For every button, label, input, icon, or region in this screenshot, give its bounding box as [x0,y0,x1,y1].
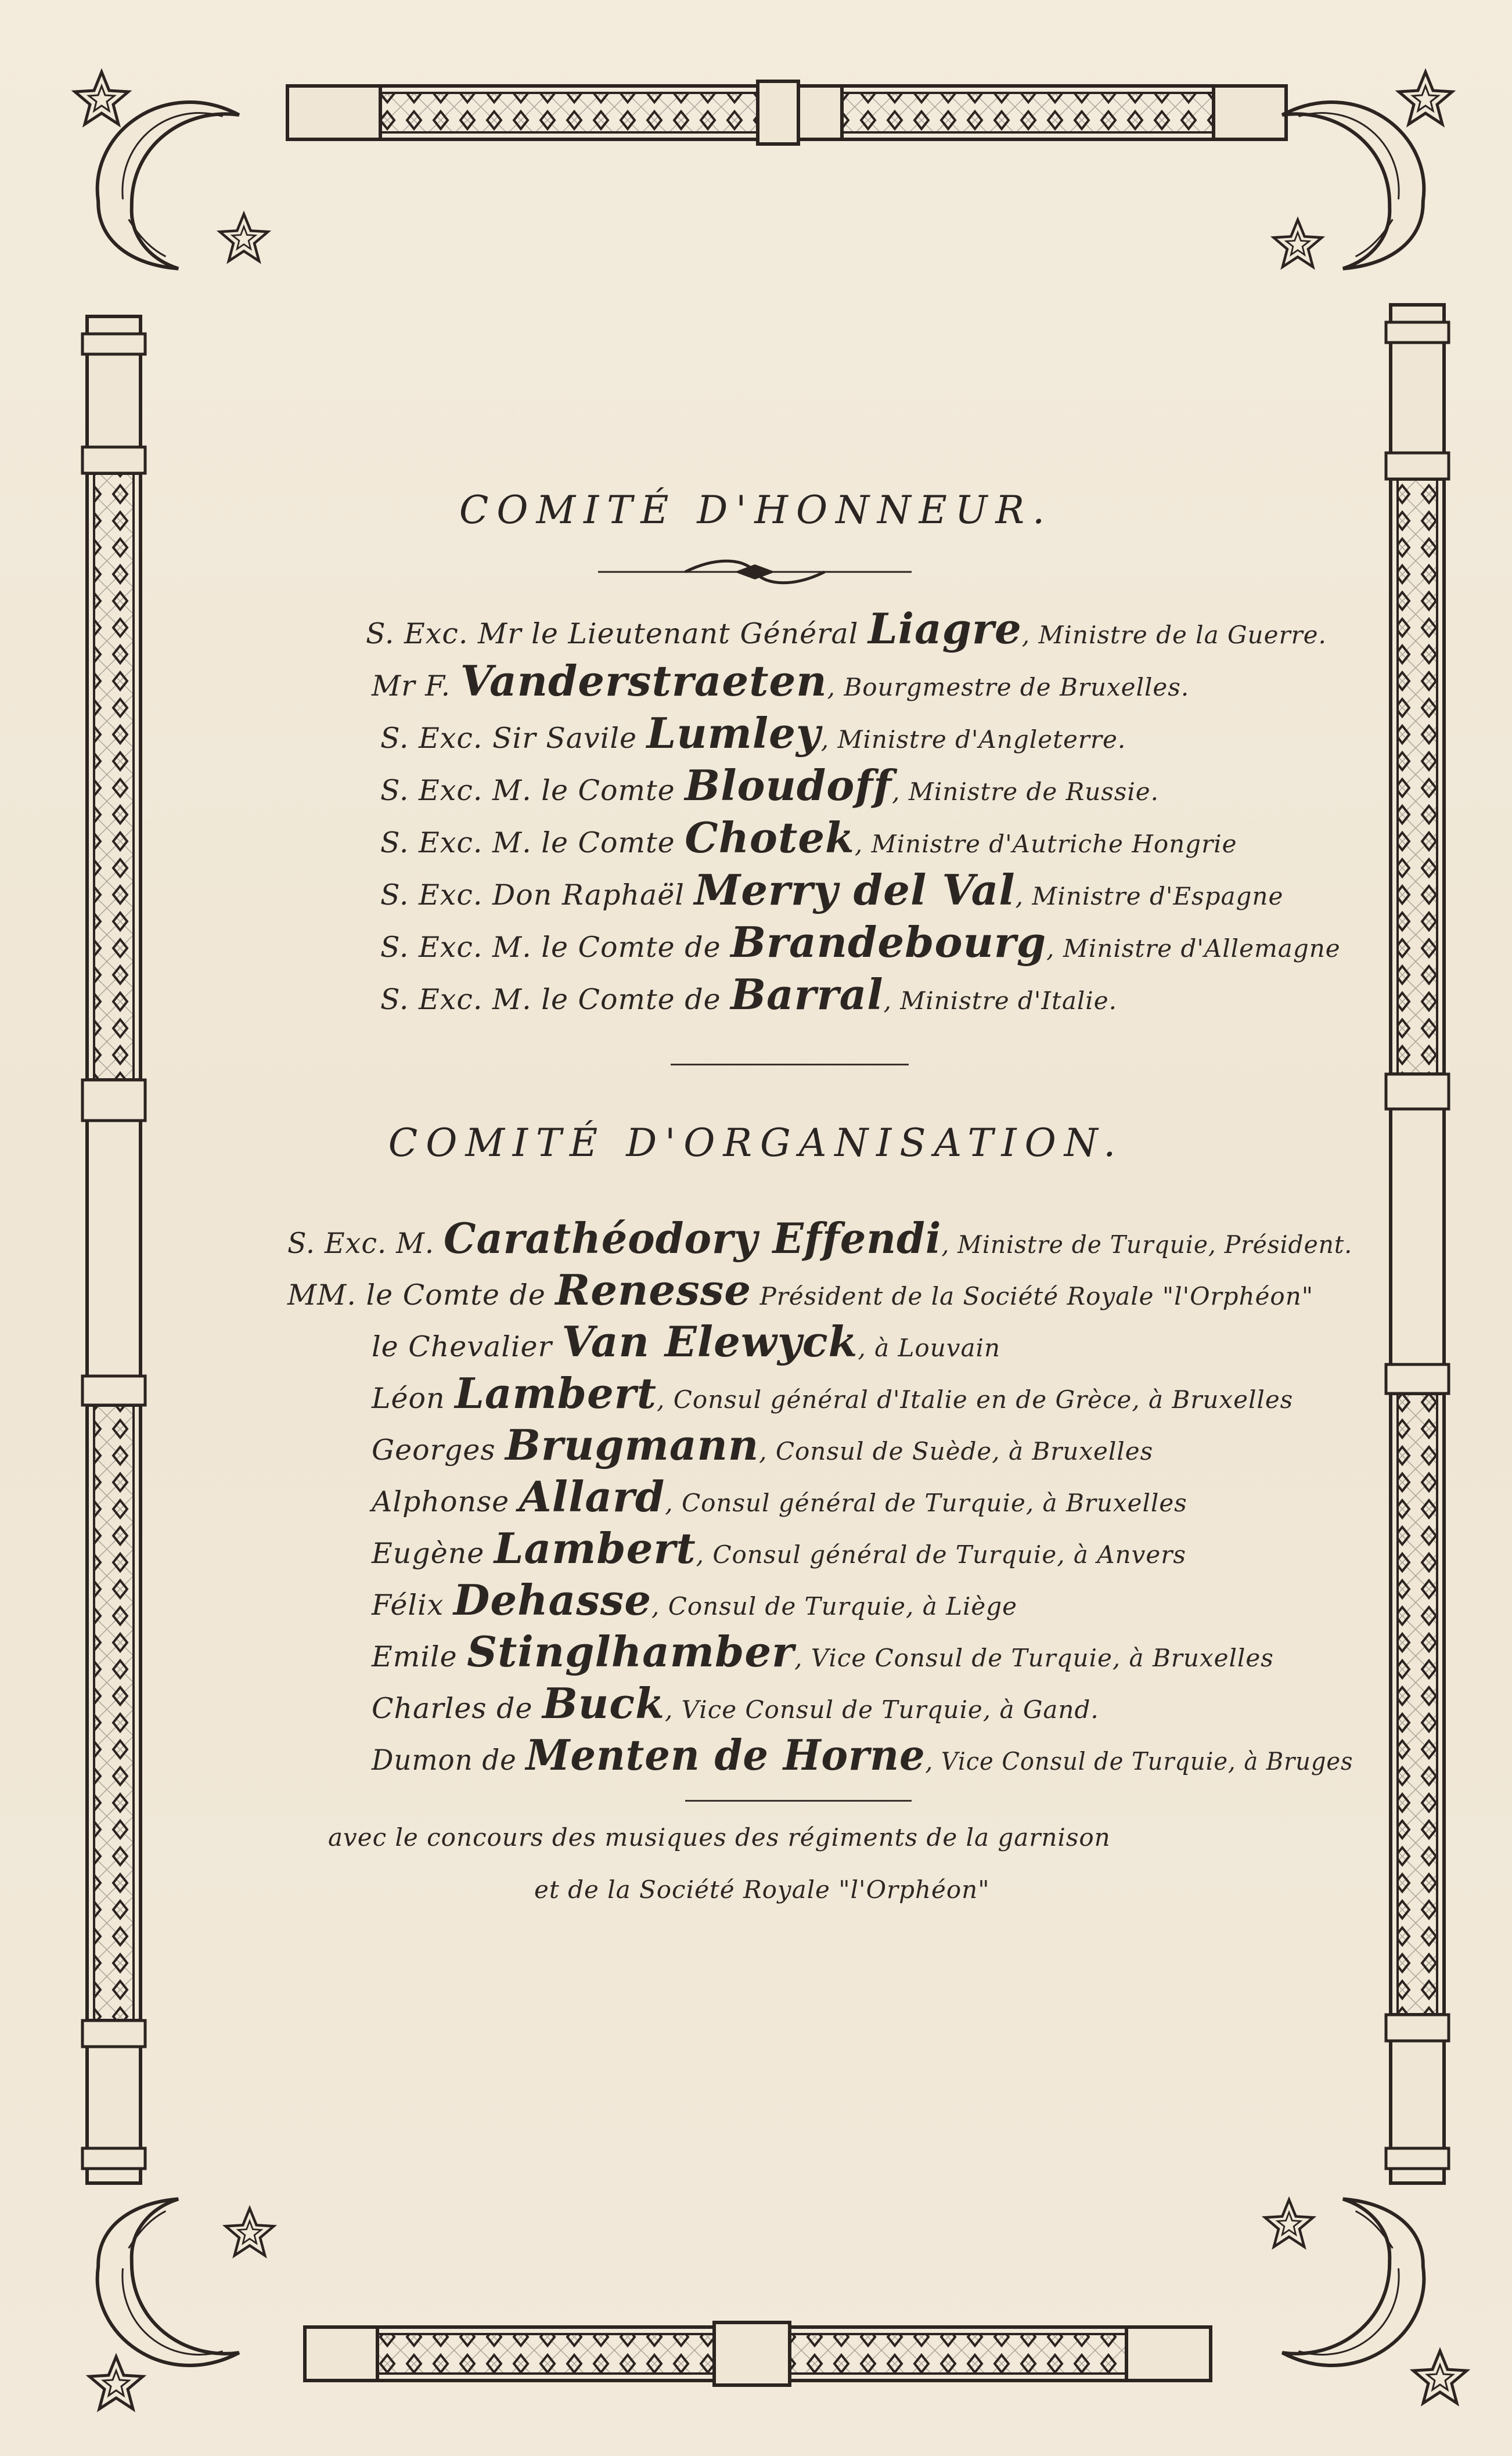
right-rod [1386,305,1449,2183]
title-flourish [598,561,912,583]
member-name: Bloudoff [685,761,892,810]
member-role: , Consul général de Turquie, à Anvers [696,1540,1186,1569]
member-role: , Bourgmestre de Bruxelles. [827,673,1190,701]
top-rod [287,81,1286,144]
member-name: Barral [730,970,884,1019]
honneur-member-row [366,604,1327,653]
member-role: , Vice Consul de Turquie, à Bruges [925,1747,1353,1776]
member-role: , Ministre de Russie. [892,777,1160,806]
member-name: Lambert [494,1524,696,1573]
member-role: , Ministre d'Espagne [1015,882,1284,910]
member-name: Buck [542,1679,665,1728]
organisation-member-row [372,1420,1153,1470]
member-prefix: S. Exc. M. le Comte [380,774,675,807]
member-name: Menten de Horne [525,1730,926,1780]
member-role: , Vice Consul de Turquie, à Bruxelles [794,1644,1274,1672]
member-name: Allard [519,1472,665,1521]
corner-top-left [63,63,279,285]
member-prefix: S. Exc. M. [287,1227,434,1260]
member-role: , Ministre d'Italie. [883,986,1117,1015]
member-role: , Ministre d'Angleterre. [820,725,1126,754]
member-prefix: Georges [372,1434,496,1467]
honneur-member-row [372,656,1189,705]
left-rod [82,316,145,2183]
honneur-member-row [380,761,1159,810]
section-divider [671,1064,909,1065]
member-role: , Consul général d'Italie en de Grèce, à Bruxelles [657,1385,1294,1414]
member-name: Renesse [555,1265,752,1315]
footer-divider [685,1800,912,1802]
member-name: Liagre [868,604,1022,653]
member-prefix: Alphonse [372,1485,510,1518]
organisation-member-row [372,1317,1000,1366]
member-prefix: Emile [372,1640,458,1673]
honneur-member-row [380,917,1341,967]
honneur-title: COMITÉ D'HONNEUR. [459,488,1053,532]
organisation-member-row [287,1265,1313,1315]
organisation-title: COMITÉ D'ORGANISATION. [388,1121,1124,1165]
member-prefix: Félix [372,1589,444,1622]
member-role: , Ministre de la Guerre. [1021,621,1327,649]
member-prefix: Eugène [372,1537,485,1570]
organisation-member-row [372,1679,1099,1728]
corner-bottom-left [63,2183,279,2409]
organisation-member-row [372,1730,1353,1780]
organisation-member-row [372,1524,1186,1573]
member-name: Stinglhamber [467,1627,795,1676]
member-prefix: Charles de [372,1692,533,1725]
organisation-member-row [287,1213,1352,1263]
member-role: , Consul général de Turquie, à Bruxelles [665,1489,1187,1517]
member-name: Brandebourg [730,917,1047,967]
member-name: Brugmann [505,1420,759,1470]
honneur-member-row [380,970,1117,1019]
organisation-member-row [372,1472,1187,1521]
bottom-rod [305,2322,1211,2385]
member-name: Dehasse [453,1575,651,1625]
member-prefix: MM. le Comte de [287,1279,546,1312]
organisation-member-row [372,1575,1017,1625]
member-prefix: S. Exc. M. le Comte de [380,983,721,1016]
member-prefix: le Chevalier [372,1330,552,1363]
member-prefix: Mr F. [372,669,451,703]
member-prefix: S. Exc. Sir Savile [380,722,638,755]
member-name: Merry del Val [694,865,1016,914]
footer-line-1: avec le concours des musiques des régiments de la garnison [328,1823,1111,1852]
member-role: , Consul de Turquie, à Liège [651,1592,1018,1620]
organisation-member-row [372,1369,1293,1418]
member-name: Carathéodory Effendi [443,1213,942,1263]
member-name: Chotek [685,813,855,862]
member-prefix: S. Exc. Mr le Lieutenant Général [366,617,859,650]
member-name: Lambert [455,1369,657,1418]
honneur-member-row [380,708,1126,758]
honneur-member-row [380,813,1237,862]
organisation-member-row [372,1627,1274,1676]
member-prefix: S. Exc. Don Raphaël [380,878,685,912]
member-prefix: S. Exc. M. le Comte de [380,931,721,964]
member-role: , Vice Consul de Turquie, à Gand. [664,1695,1099,1724]
honneur-member-row [380,865,1283,914]
member-name: Van Elewyck [561,1317,858,1366]
member-name: Lumley [646,708,821,758]
member-role: , Consul de Suède, à Bruxelles [759,1437,1154,1465]
member-role: , Ministre d'Autriche Hongrie [854,830,1237,858]
member-role: , Ministre de Turquie, Président. [941,1230,1353,1259]
member-role: Président de la Société Royale "l'Orphéon" [751,1282,1314,1310]
member-prefix: Dumon de [372,1744,517,1777]
member-name: Vanderstraeten [460,656,827,705]
corner-bottom-right [1242,2183,1467,2404]
footer-line-2: et de la Société Royale "l'Orphéon" [534,1875,990,1904]
member-role: , Ministre d'Allemagne [1046,934,1341,963]
member-role: , à Louvain [858,1334,1001,1362]
member-prefix: Léon [372,1382,445,1415]
member-prefix: S. Exc. M. le Comte [380,826,675,859]
